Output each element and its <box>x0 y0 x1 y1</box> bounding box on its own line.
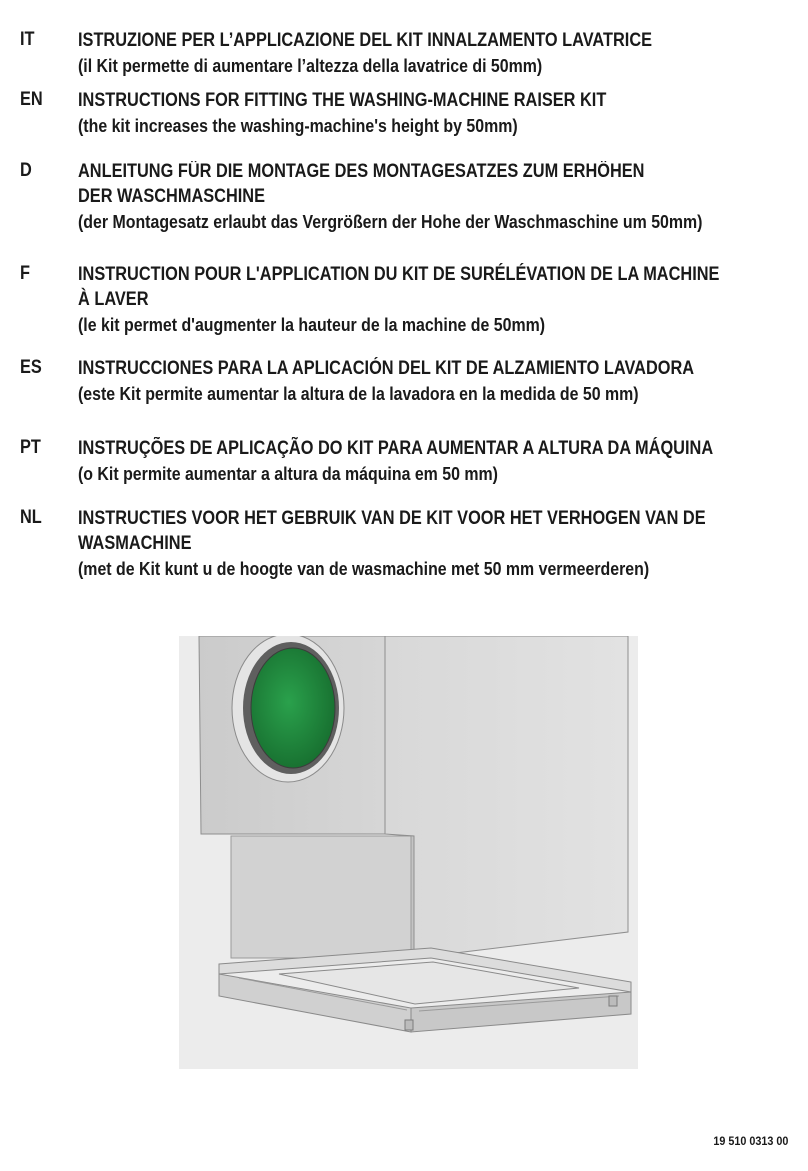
language-code: EN <box>20 89 43 110</box>
section-subtitle: (este Kit permite aumentar la altura de la lavadora en la medida de 50 mm) <box>78 383 639 404</box>
section-text <box>78 356 792 406</box>
section-subtitle: (met de Kit kunt u de hoogte van de wasmachine met 50 mm vermeerderen) <box>78 558 650 579</box>
section-title: INSTRUCTIONS FOR FITTING THE WASHING-MACHINE RAISER KIT <box>78 90 607 111</box>
section-title: ANLEITUNG FÜR DIE MONTAGE DES MONTAGESATZES ZUM ERHÖHEN <box>78 161 645 182</box>
section-title: INSTRUCTIES VOOR HET GEBRUIK VAN DE KIT VOOR HET VERHOGEN VAN DE <box>78 508 706 529</box>
section-text <box>78 262 792 337</box>
language-code: F <box>20 263 30 284</box>
language-code: NL <box>20 507 42 528</box>
section-title: ISTRUZIONE PER L’APPLICAZIONE DEL KIT INNALZAMENTO LAVATRICE <box>78 30 653 51</box>
section-text <box>78 506 792 581</box>
document-code: 19 510 0313 00 <box>712 1134 788 1148</box>
language-code: IT <box>20 29 35 50</box>
section-subtitle: (the kit increases the washing-machine's height by 50mm) <box>78 115 518 136</box>
language-code: ES <box>20 357 42 378</box>
washing-machine-illustration <box>179 636 638 1069</box>
section-text <box>78 28 792 78</box>
washing-machine-on-raiser-kit-icon <box>179 636 638 1069</box>
section-title: INSTRUÇÕES DE APLICAÇÃO DO KIT PARA AUMENTAR A ALTURA DA MÁQUINA <box>78 438 714 459</box>
section-text <box>78 159 792 234</box>
section-text <box>78 88 792 138</box>
section-subtitle: (der Montagesatz erlaubt das Vergrößern der Hohe der Waschmaschine um 50mm) <box>78 211 703 232</box>
section-title: INSTRUCTION POUR L'APPLICATION DU KIT DE SURÉLÉVATION DE LA MACHINE <box>78 264 720 285</box>
language-code: PT <box>20 437 41 458</box>
section-text <box>78 436 792 486</box>
section-title: INSTRUCCIONES PARA LA APLICACIÓN DEL KIT DE ALZAMIENTO LAVADORA <box>78 358 695 379</box>
section-subtitle: (le kit permet d'augmenter la hauteur de la machine de 50mm) <box>78 314 546 335</box>
section-subtitle: (il Kit permette di aumentare l’altezza della lavatrice di 50mm) <box>78 55 543 76</box>
language-code: D <box>20 160 32 181</box>
section-subtitle: (o Kit permite aumentar a altura da máquina em 50 mm) <box>78 463 498 484</box>
section-title-continued: À LAVER <box>78 289 149 310</box>
section-title-continued: DER WASCHMASCHINE <box>78 186 266 207</box>
section-title-continued: WASMACHINE <box>78 533 192 554</box>
